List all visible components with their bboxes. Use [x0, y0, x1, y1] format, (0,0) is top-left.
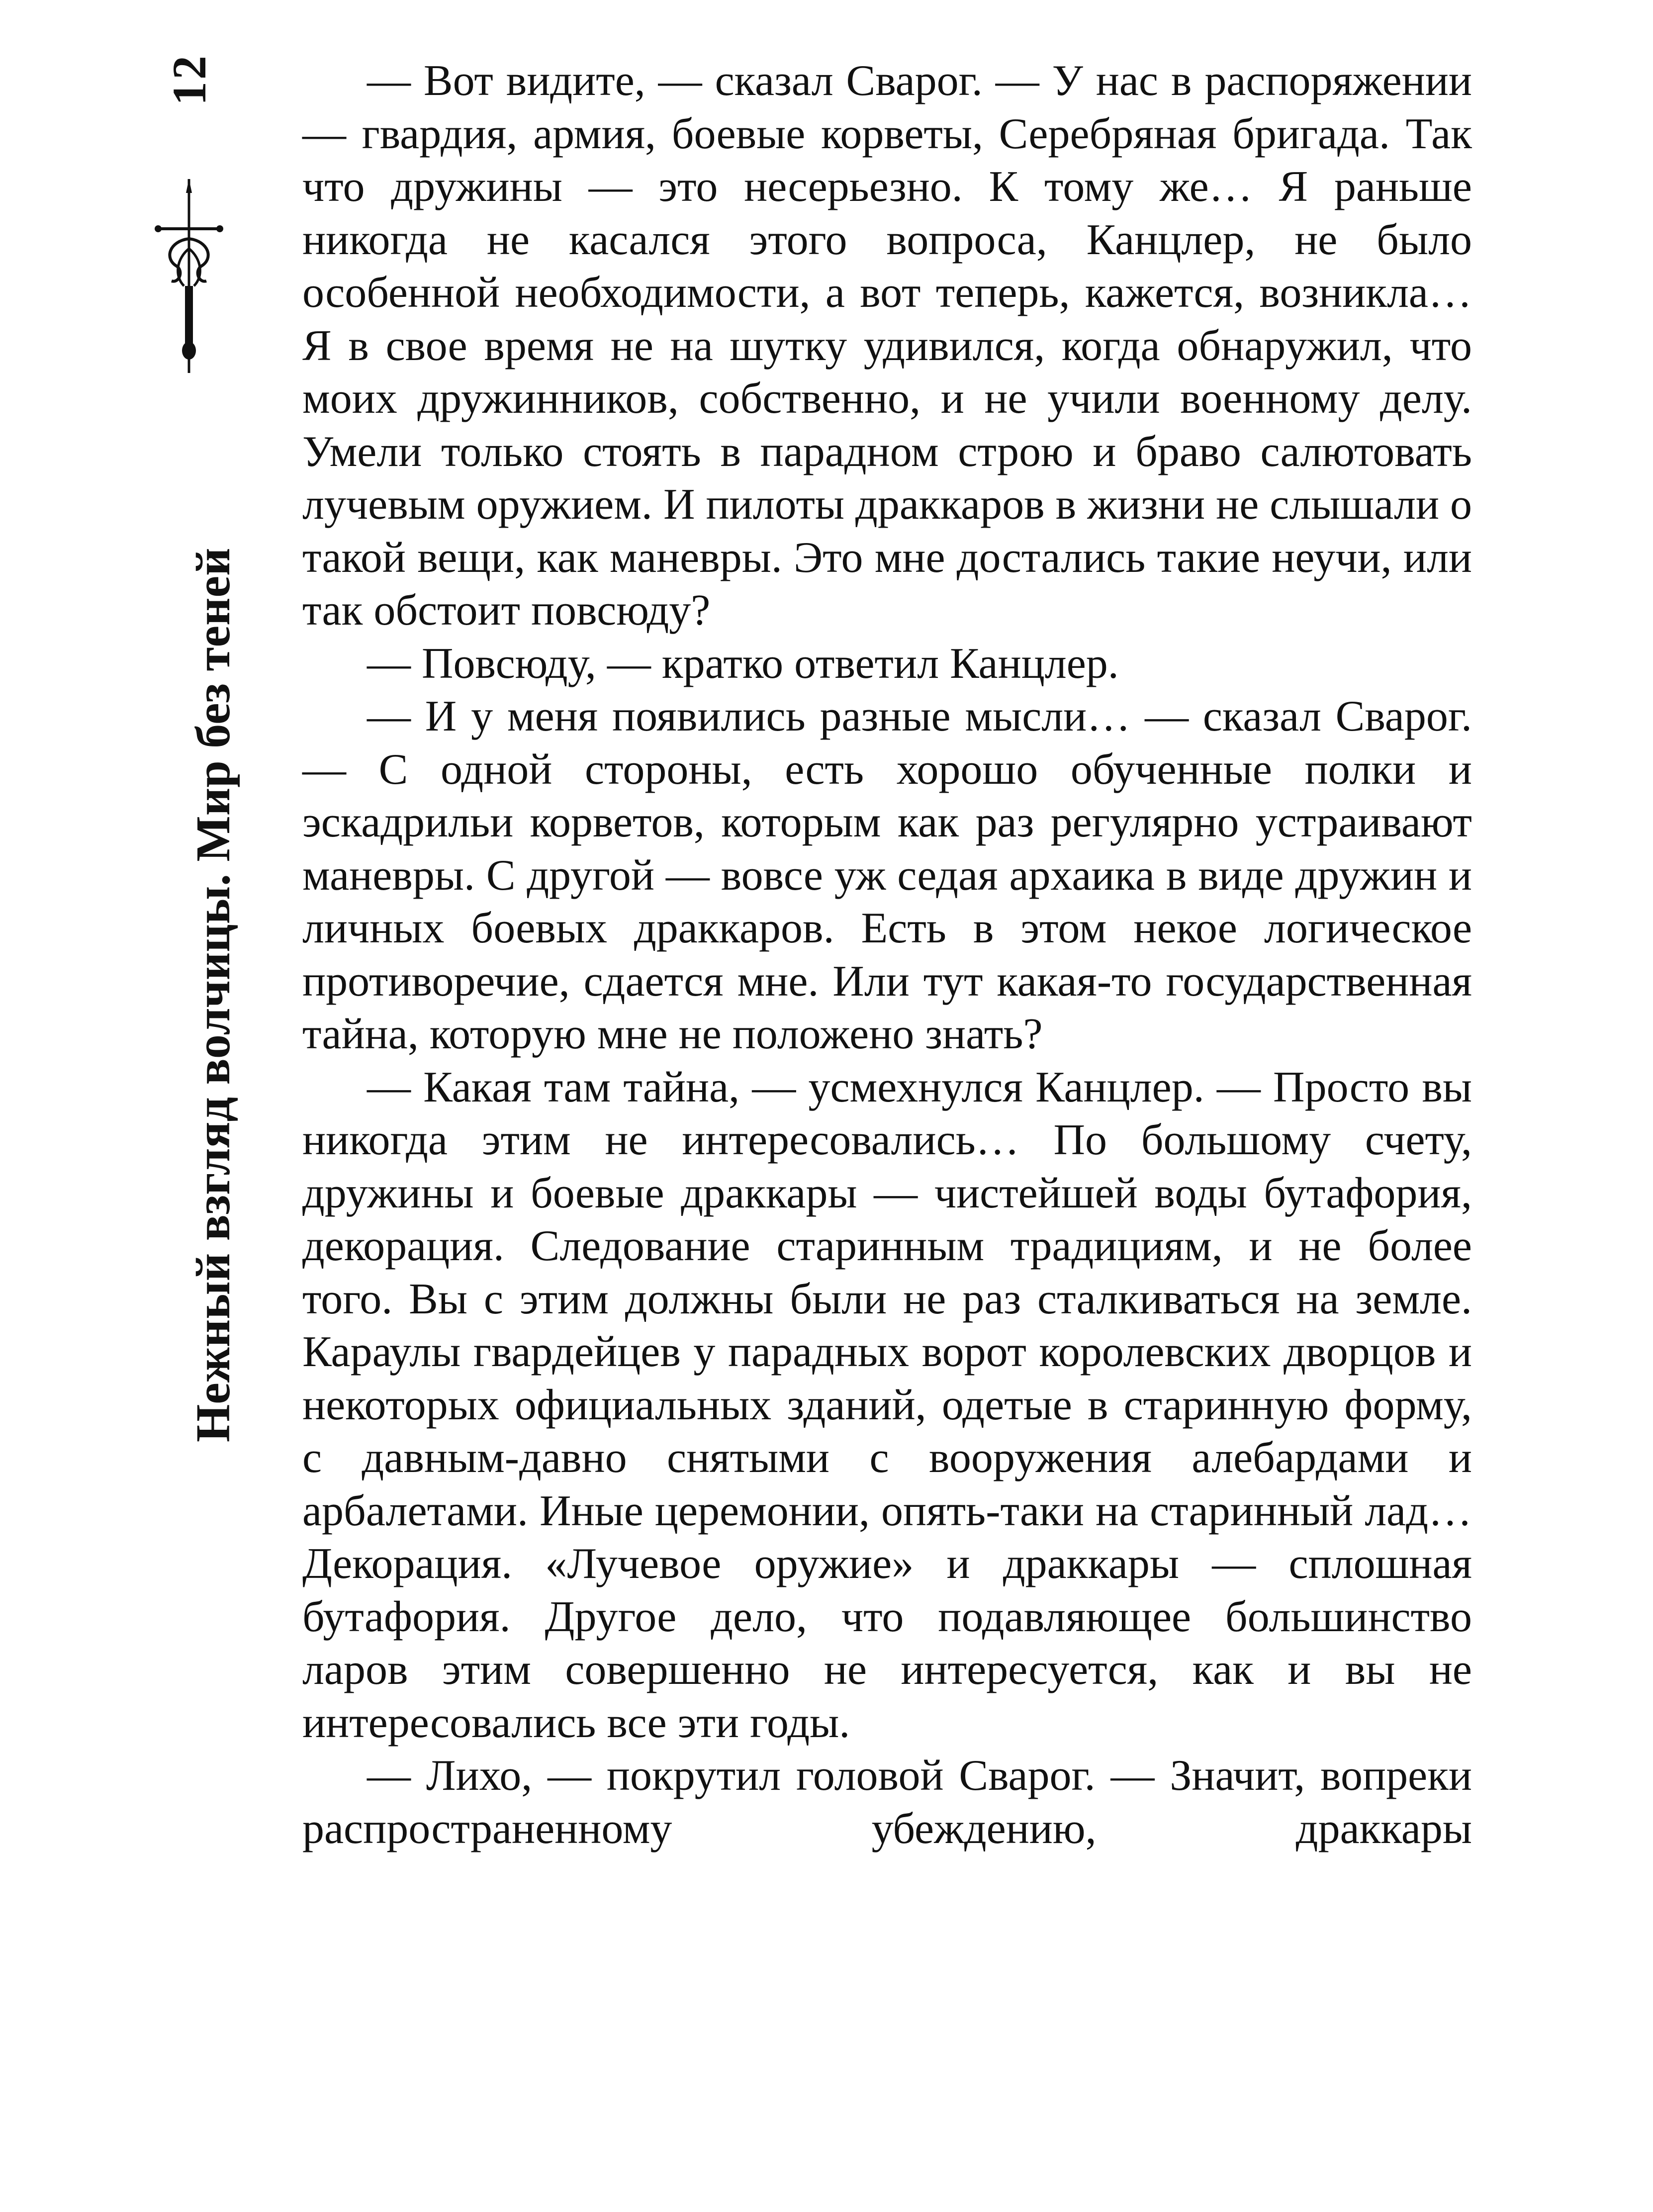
paragraph: — Какая там тайна, — усмехнулся Канцлер. — Просто вы никогда этим не интересовались… По большому счету, дружины и боевые драккары — чистейшей воды бутафория, декорация. Следование старинным традициям, и не более того. Вы с этим должны были не раз сталкиваться на земле. Караулы гвардейцев у парадных ворот королевских дворцов и некоторых официальных зданий, одетые в старинную форму, с давным-давно снятыми с вооружения алебардами и арбалетами. Иные церемонии, опять-таки на старинный лад… Декорация. «Лучевое оружие» и драккары — сплошная бутафория. Другое дело, что подавляющее большинство ларов этим совершенно не интересуется, как и вы не интересовались все эти годы. — [302, 1063, 1472, 1747]
main-text — [302, 55, 1472, 1855]
book-title: Нежный взгляд волчицы. Мир без теней — [186, 548, 240, 1442]
paragraph: — Вот видите, — сказал Сварог. — У нас в распоряжении — гвардия, армия, боевые корветы, Серебряная бригада. Так что дружины — это несерьезно. К тому же… Я раньше никогда не касался этого вопроса, Канцлер, не было особенной необходимости, а вот теперь, кажется, возникла… Я в свое время не на шутку удивился, когда обнаружил, что моих дружинников, собственно, и не учили военному делу. Умели только стоять в парадном строю и браво салютовать лучевым оружием. И пилоты драккаров в жизни не слышали о такой вещи, как маневры. Это мне достались такие неучи, или так обстоит повсюду? — [302, 57, 1472, 635]
paragraph: — Лихо, — покрутил головой Сварог. — Значит, вопреки распространенному убеждению, драккары — [302, 1751, 1472, 1853]
sword-ornament-icon — [149, 179, 229, 373]
paragraph: — Повсюду, — кратко ответил Канцлер. — [367, 639, 1119, 688]
paragraph: — И у меня появились разные мысли… — сказал Сварог. — С одной стороны, есть хорошо обученные полки и эскадрильи корветов, которым как раз регулярно устраивают маневры. С другой — вовсе уж седая архаика в виде дружин и личных боевых драккаров. Есть в этом некое логическое противоречие, сдается мне. Или тут какая-то государственная тайна, которую мне не положено знать? — [302, 692, 1472, 1058]
page-number: 12 — [162, 54, 216, 105]
